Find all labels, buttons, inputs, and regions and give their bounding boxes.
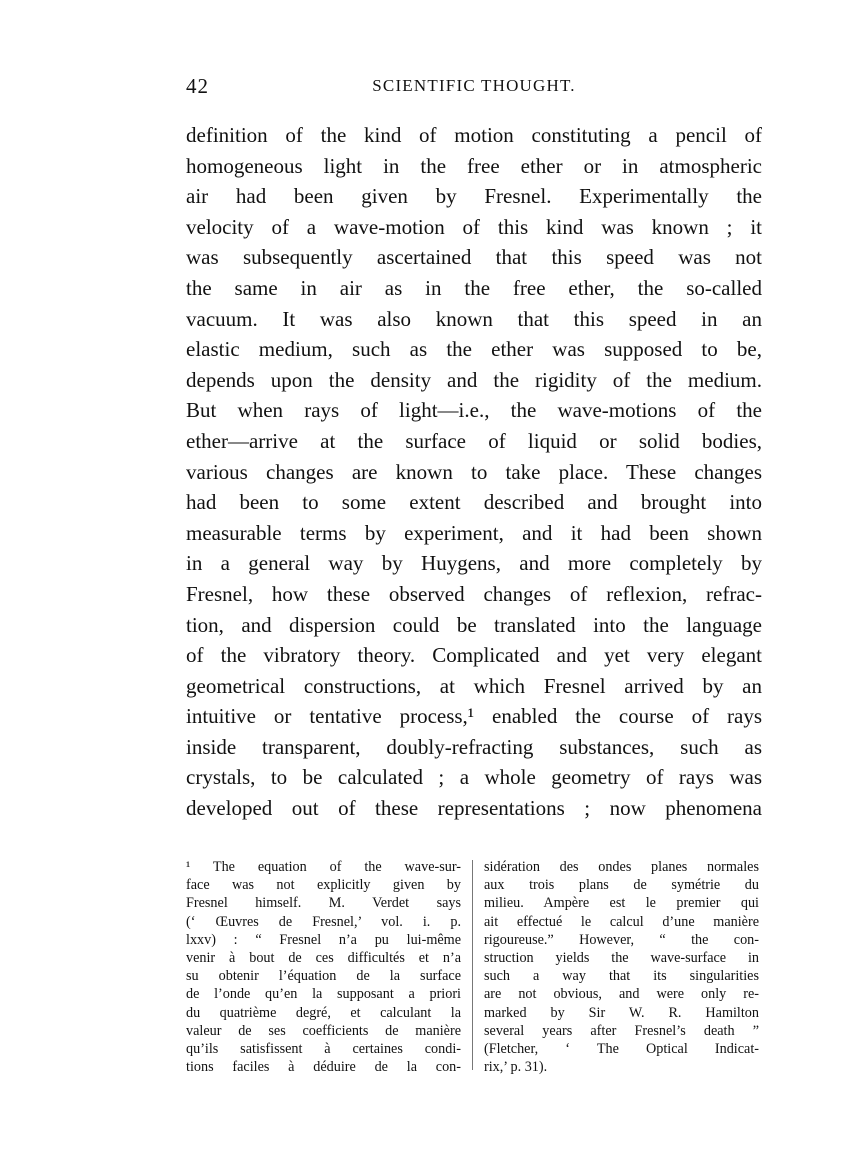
footnote-line: Fresnel himself. M. Verdet says <box>186 895 461 912</box>
footnote-line: ait effectué le calcul d’une manière <box>484 913 759 930</box>
footnote-area <box>186 858 762 1078</box>
text-line: the same in air as in the free ether, the so-called <box>186 275 762 300</box>
text-line: inside transparent, doubly-refracting substances, such as <box>186 734 762 759</box>
footnote-line: valeur de ses coefficients de manière <box>186 1022 461 1039</box>
text-line: crystals, to be calculated ; a whole geometry of rays was <box>186 765 762 790</box>
text-line: of the vibratory theory. Complicated and yet very elegant <box>186 643 762 668</box>
footnote-line: milieu. Ampère est le premier qui <box>484 895 759 912</box>
footnote-line: su obtenir l’équation de la surface <box>186 968 461 985</box>
footnote-line: venir à bout de ces difficultés et n’a <box>186 949 461 966</box>
text-line: homogeneous light in the free ether or in atmospheric <box>186 153 762 178</box>
running-title: SCIENTIFIC THOUGHT. <box>372 76 576 95</box>
footnote-line: rigoureuse.” However, “ the con- <box>484 931 759 948</box>
body-paragraph <box>186 120 762 824</box>
column-divider <box>472 860 473 1070</box>
text-line: tion, and dispersion could be translated into the language <box>186 612 762 637</box>
text-line: geometrical constructions, at which Fresnel arrived by an <box>186 673 762 698</box>
text-line: measurable terms by experiment, and it had been shown <box>186 520 762 545</box>
footnote-line: several years after Fresnel’s death ” <box>484 1022 759 1039</box>
footnote-line: rix,’ p. 31). <box>484 1059 548 1076</box>
footnote-line: struction yields the wave-surface in <box>484 949 759 966</box>
text-line: elastic medium, such as the ether was supposed to be, <box>186 337 762 362</box>
footnote-line: (‘ Œuvres de Fresnel,’ vol. i. p. <box>186 913 461 930</box>
text-line: in a general way by Huygens, and more completely by <box>186 551 762 576</box>
footnote-line: qu’ils satisfissent à certaines condi- <box>186 1040 461 1057</box>
text-line: developed out of these representations ; now phenomena <box>186 796 762 821</box>
footnote-line: ¹ The equation of the wave-sur- <box>186 859 461 875</box>
page-header <box>186 74 762 104</box>
footnote-line: sidération des ondes planes normales <box>484 859 759 875</box>
footnote-line: marked by Sir W. R. Hamilton <box>484 1004 759 1021</box>
text-line: But when rays of light—i.e., the wave-motions of the <box>186 398 762 423</box>
footnote-line: such a way that its singularities <box>484 968 759 985</box>
text-line: air had been given by Fresnel. Experimentally the <box>186 184 762 209</box>
footnote-line: tions faciles à déduire de la con- <box>186 1059 461 1076</box>
page-number: 42 <box>186 74 209 98</box>
footnote-line: aux trois plans de symétrie du <box>484 877 759 894</box>
text-line: definition of the kind of motion constituting a pencil of <box>186 123 762 147</box>
footnote-line: de l’onde qu’en la supposant a priori <box>186 986 461 1003</box>
footnote-line: are not obvious, and were only re- <box>484 986 759 1003</box>
text-line: was subsequently ascertained that this speed was not <box>186 245 762 270</box>
footnote-column-right <box>484 858 759 1076</box>
text-line: vacuum. It was also known that this speed in an <box>186 306 762 331</box>
footnote-line: lxxv) : “ Fresnel n’a pu lui-même <box>186 931 461 948</box>
text-line: depends upon the density and the rigidity of the medium. <box>186 367 762 392</box>
footnote-column-left <box>186 858 461 1076</box>
footnote-line: (Fletcher, ‘ The Optical Indicat- <box>484 1040 759 1057</box>
text-line: had been to some extent described and brought into <box>186 490 762 515</box>
text-line: Fresnel, how these observed changes of reflexion, refrac- <box>186 581 762 606</box>
text-line: velocity of a wave-motion of this kind was known ; it <box>186 214 762 239</box>
footnote-line: du quatrième degré, et calculant la <box>186 1004 461 1021</box>
text-line: ether—arrive at the surface of liquid or solid bodies, <box>186 428 762 453</box>
footnote-line: face was not explicitly given by <box>186 877 461 894</box>
text-line: various changes are known to take place. These changes <box>186 459 762 484</box>
text-line: intuitive or tentative process,¹ enabled the course of rays <box>186 704 762 729</box>
